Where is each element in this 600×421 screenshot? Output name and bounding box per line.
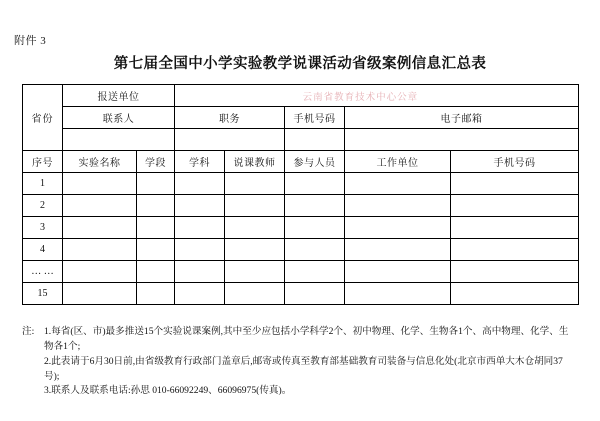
row-phone[interactable] xyxy=(451,217,579,239)
row-no: 2 xyxy=(23,195,63,217)
row-subject[interactable] xyxy=(175,173,225,195)
row-stage[interactable] xyxy=(137,283,175,305)
row-subject[interactable] xyxy=(175,195,225,217)
table-row xyxy=(23,283,579,305)
row-members[interactable] xyxy=(285,195,345,217)
table-row-contact-headers xyxy=(23,107,579,129)
row-phone[interactable] xyxy=(451,239,579,261)
row-experiment-name[interactable] xyxy=(63,261,137,283)
province-cell: 省份 xyxy=(23,85,63,151)
mobile-header: 手机号码 xyxy=(285,107,345,129)
row-work-unit[interactable] xyxy=(345,239,451,261)
note-text: 1.每省(区、市)最多推送15个实验说课案例,其中至少应包括小学科学2个、初中物理、化学、生物各1个、高中物理、化学、生物各1个; xyxy=(44,326,569,352)
row-work-unit[interactable] xyxy=(345,283,451,305)
table-row-contact-values xyxy=(23,129,579,151)
row-work-unit[interactable] xyxy=(345,261,451,283)
col-header-phone: 手机号码 xyxy=(451,151,579,173)
contact-person-value[interactable] xyxy=(63,129,175,151)
table-row-column-headers xyxy=(23,151,579,173)
row-stage[interactable] xyxy=(137,173,175,195)
note-text: 3.联系人及联系电话:孙思 010-66092249、66096975(传真)。 xyxy=(44,385,292,397)
row-members[interactable] xyxy=(285,173,345,195)
row-experiment-name[interactable] xyxy=(63,239,137,261)
row-stage[interactable] xyxy=(137,217,175,239)
note-item xyxy=(22,355,578,385)
row-members[interactable] xyxy=(285,283,345,305)
col-header-experiment-name: 实验名称 xyxy=(63,151,137,173)
row-work-unit[interactable] xyxy=(345,195,451,217)
notes-section xyxy=(22,325,578,399)
row-experiment-name[interactable] xyxy=(63,217,137,239)
row-stage[interactable] xyxy=(137,239,175,261)
col-header-no: 序号 xyxy=(23,151,63,173)
row-teacher[interactable] xyxy=(225,195,285,217)
row-experiment-name[interactable] xyxy=(63,195,137,217)
row-experiment-name[interactable] xyxy=(63,283,137,305)
attachment-label: 附件 3 xyxy=(14,35,47,47)
table-row xyxy=(23,195,579,217)
row-subject[interactable] xyxy=(175,217,225,239)
table-row xyxy=(23,261,579,283)
row-experiment-name[interactable] xyxy=(63,173,137,195)
email-header: 电子邮箱 xyxy=(345,107,579,129)
row-phone[interactable] xyxy=(451,261,579,283)
row-phone[interactable] xyxy=(451,195,579,217)
row-no: 4 xyxy=(23,239,63,261)
notes-label: 注: xyxy=(22,326,35,337)
note-item xyxy=(22,325,578,355)
row-no: 3 xyxy=(23,217,63,239)
table-row xyxy=(23,173,579,195)
position-header: 职务 xyxy=(175,107,285,129)
row-teacher[interactable] xyxy=(225,283,285,305)
row-work-unit[interactable] xyxy=(345,217,451,239)
table-row xyxy=(23,217,579,239)
email-value[interactable] xyxy=(345,129,579,151)
page-title: 第七届全国中小学实验教学说课活动省级案例信息汇总表 xyxy=(113,56,487,72)
contact-person-header: 联系人 xyxy=(63,107,175,129)
col-header-subject: 学科 xyxy=(175,151,225,173)
position-value[interactable] xyxy=(175,129,285,151)
row-stage[interactable] xyxy=(137,261,175,283)
submit-unit-value[interactable] xyxy=(175,85,579,107)
row-teacher[interactable] xyxy=(225,261,285,283)
row-teacher[interactable] xyxy=(225,173,285,195)
row-work-unit[interactable] xyxy=(345,173,451,195)
row-teacher[interactable] xyxy=(225,239,285,261)
official-seal-stamp: 云南省教育技术中心公章 xyxy=(302,92,419,103)
row-teacher[interactable] xyxy=(225,217,285,239)
row-phone[interactable] xyxy=(451,173,579,195)
col-header-members: 参与人员 xyxy=(285,151,345,173)
row-no: 1 xyxy=(23,173,63,195)
col-header-teacher: 说课教师 xyxy=(225,151,285,173)
summary-table xyxy=(22,84,579,305)
row-members[interactable] xyxy=(285,217,345,239)
row-subject[interactable] xyxy=(175,283,225,305)
table-row-submit-unit xyxy=(23,85,579,107)
table-row xyxy=(23,239,579,261)
note-text: 2.此表请于6月30日前,由省级教育行政部门盖章后,邮寄或传真至教育部基础教育司装备与信息化处(北京市西单大木仓胡同37号); xyxy=(44,355,563,382)
row-no: … … xyxy=(23,261,63,283)
row-members[interactable] xyxy=(285,239,345,261)
row-phone[interactable] xyxy=(451,283,579,305)
submit-unit-label: 报送单位 xyxy=(63,85,175,107)
row-subject[interactable] xyxy=(175,261,225,283)
row-no: 15 xyxy=(23,283,63,305)
col-header-work-unit: 工作单位 xyxy=(345,151,451,173)
mobile-value[interactable] xyxy=(285,129,345,151)
col-header-stage: 学段 xyxy=(137,151,175,173)
row-subject[interactable] xyxy=(175,239,225,261)
row-members[interactable] xyxy=(285,261,345,283)
note-item xyxy=(22,384,578,399)
row-stage[interactable] xyxy=(137,195,175,217)
